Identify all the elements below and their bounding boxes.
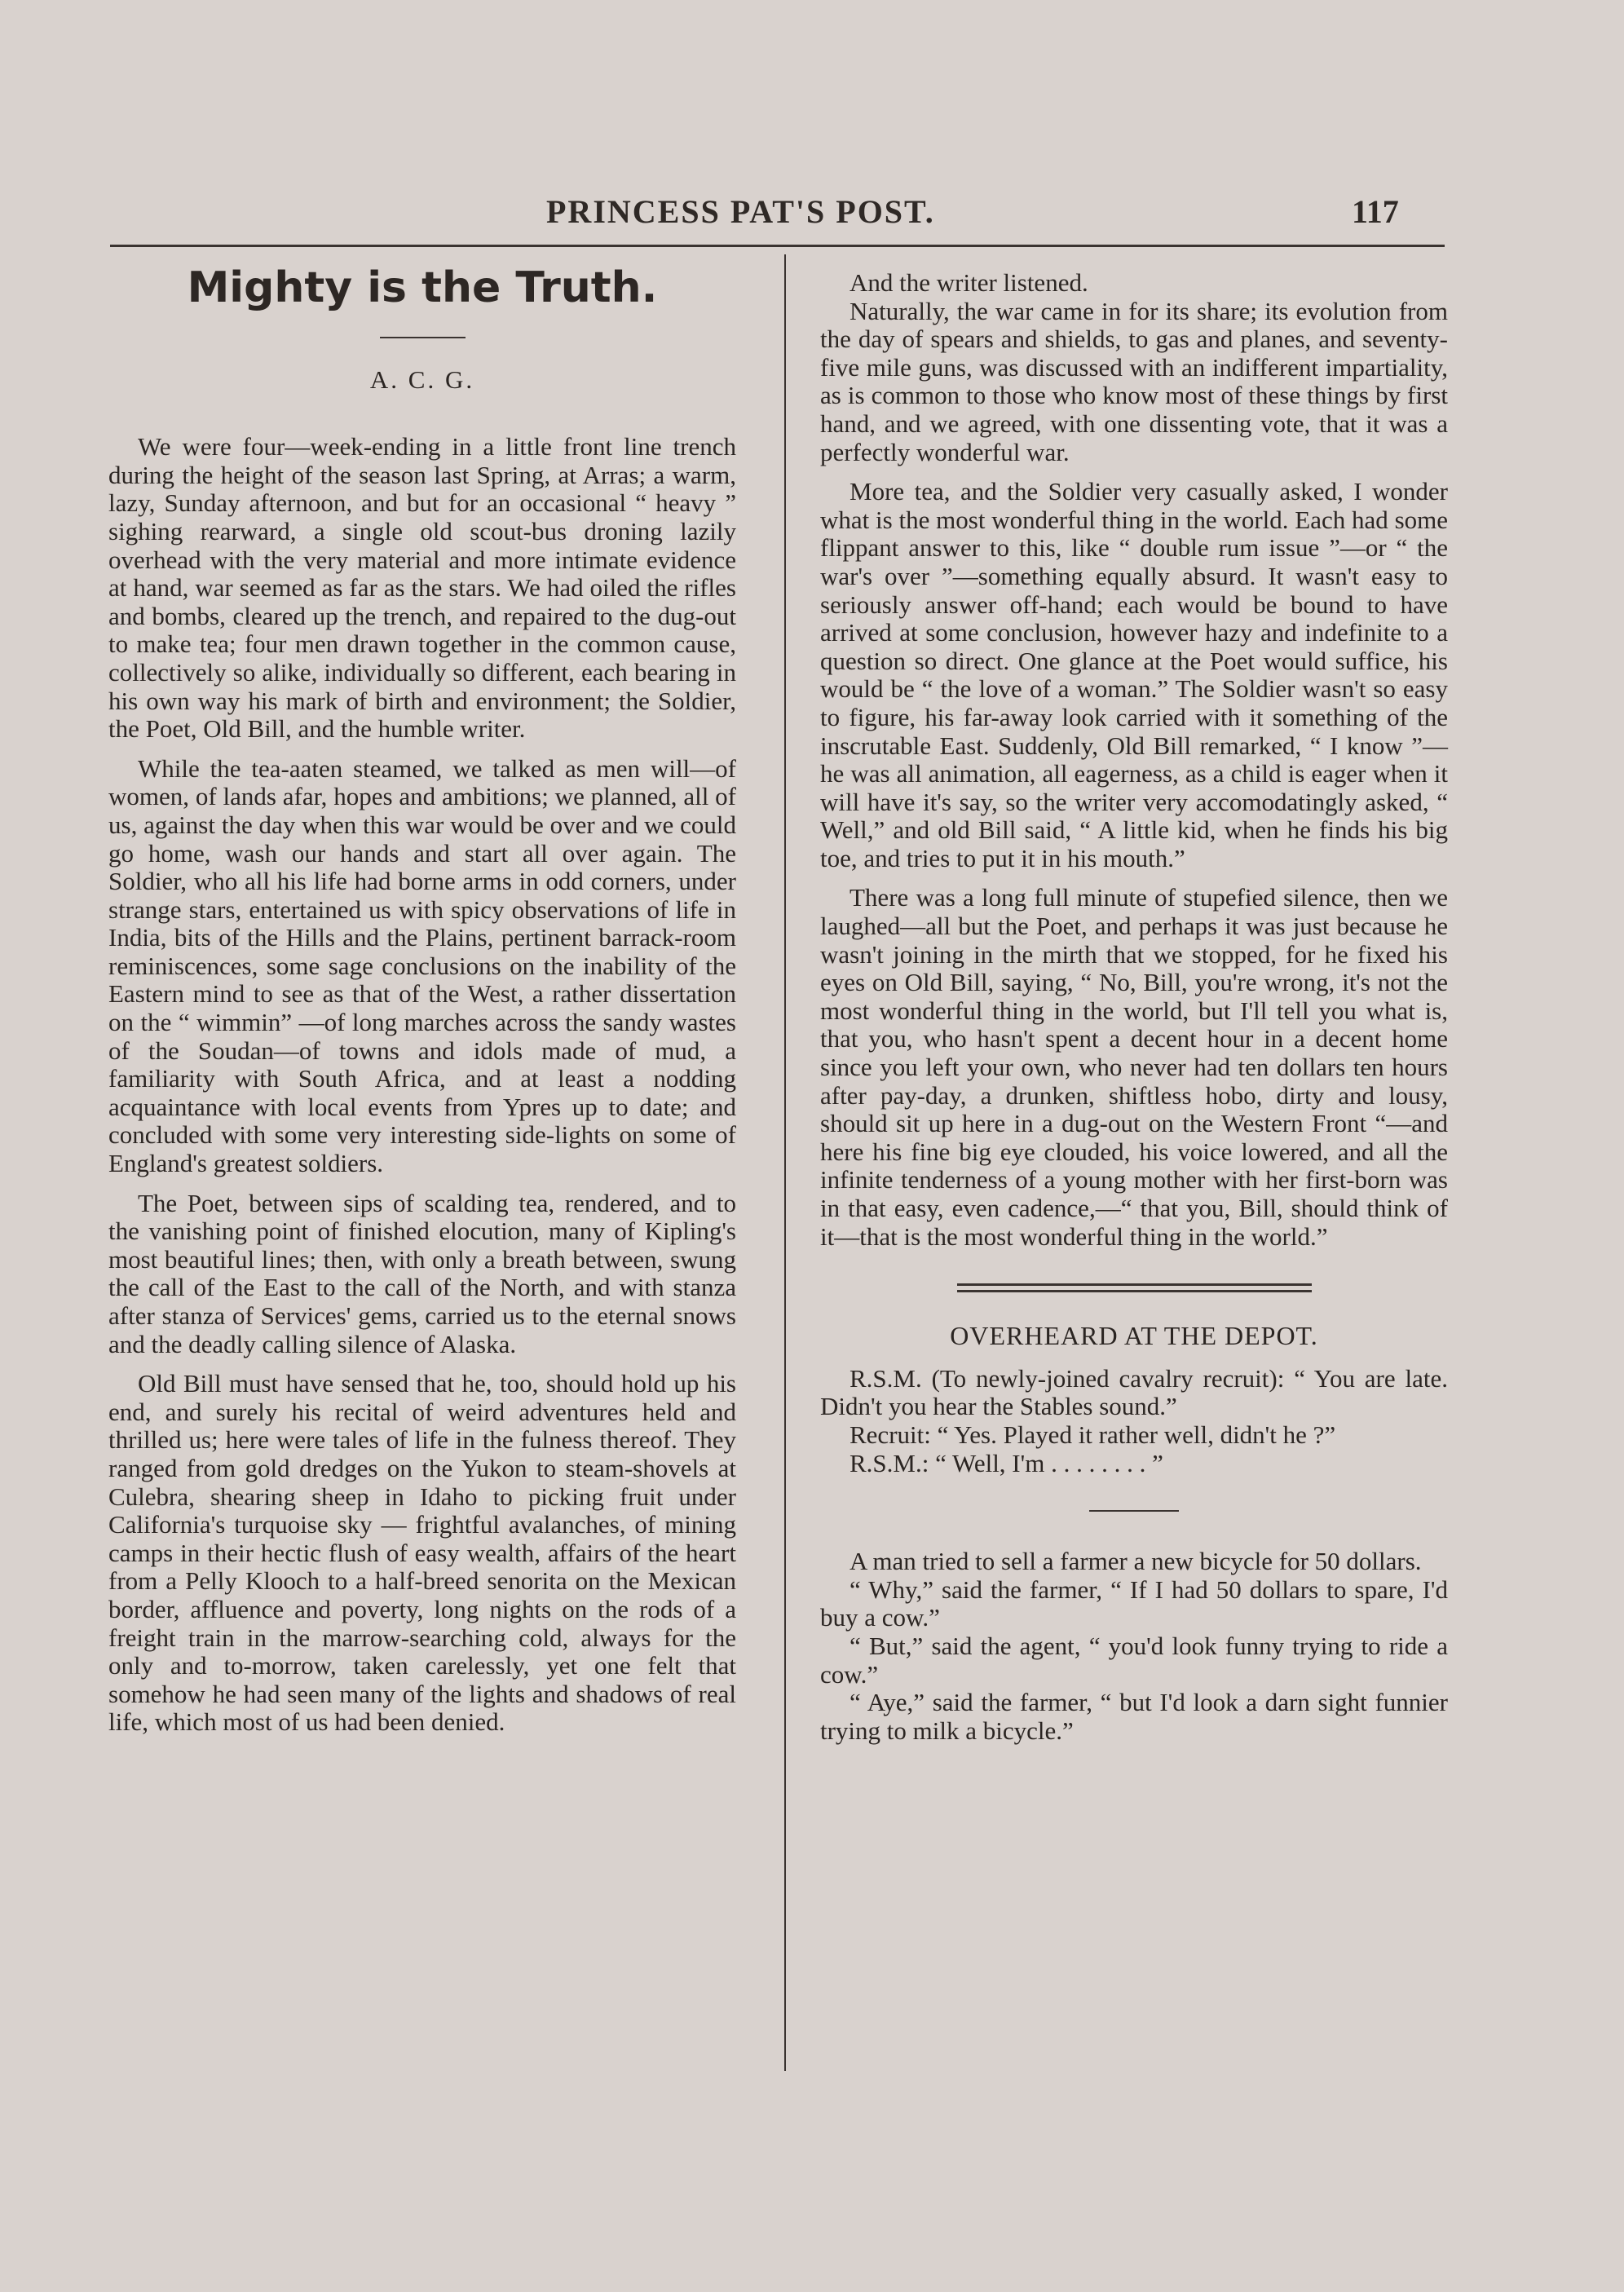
overheard-heading: OVERHEARD AT THE DEPOT. xyxy=(950,1321,1318,1351)
article-paragraph: Old Bill must have sensed that he, too, should hold up his end, and surely his recital of weird adventures held and thrilled us; here were tales of life in the fulness thereof. They ranged from gold dredges on the Yukon to steam-shovels at Culebra, shearing sheep in Idaho to picking fruit under California's turquoise sky — frightful avalanches, of mining camps in their hectic flush of easy wealth, affairs of the heart from a Pelly Klooch to a half-breed senorita on the Mexican border, affluence and poverty, long nights on the rods of a freight train in the marrow-searching cold, always for the only and to-morrow, taken carelessly, yet one felt that somehow he had seen many of the lights and shadows of real life, which most of us had been denied. xyxy=(108,1369,736,1737)
article-paragraph: More tea, and the Soldier very casually asked, I wonder what is the most wonderful thing in the world. Each had some flippant answer to this, like “ double rum issue ”—or “ the war's over ”—something equally absurd. It wasn't easy to seriously answer off-hand; each would be bound to have arrived at some conclusion, however hazy and indefinite to a question so direct. One glance at the Poet would suffice, his would be “ the love of a woman.” The Soldier wasn't so easy to figure, his far-away look carried with it something of the inscrutable East. Suddenly, Old Bill remarked, “ I know ”—he was all animation, all eagerness, as a child is eager when it will have it's say, so the writer very accomodatingly asked, “ Well,” and old Bill said, “ A little kid, when he finds his big toe, and tries to put it in his mouth.” xyxy=(820,477,1448,872)
joke-divider xyxy=(1089,1510,1179,1512)
article-title: Mighty is the Truth. xyxy=(187,263,658,312)
joke-line: “ But,” said the agent, “ you'd look funny trying to ride a cow.” xyxy=(820,1631,1448,1689)
column-divider xyxy=(784,254,786,2071)
article-paragraph: We were four—week-ending in a little front line trench during the height of the season last Spring, at Arras; a warm, lazy, Sunday afternoon, and but for an occasional “ heavy ” sighing rearward, a single old scout-bus droning lazily overhead with the very material and more intimate evidence at hand, war seemed as far as the stars. We had oiled the rifles and bombs, cleared up the trench, and repaired to the dug-out to make tea; four men drawn together in the common cause, collectively so alike, individually so different, each bearing in his own way his mark of birth and environment; the Soldier, the Poet, Old Bill, and the humble writer. xyxy=(108,432,736,744)
header-rule xyxy=(110,245,1445,247)
joke-line: “ Why,” said the farmer, “ If I had 50 dollars to spare, I'd buy a cow.” xyxy=(820,1574,1448,1632)
article-byline: A. C. G. xyxy=(369,364,475,394)
article-paragraph: The Poet, between sips of scalding tea, rendered, and to the vanishing point of finished elocution, many of Kipling's most beautiful lines; then, with only a breath between, swung the call of the East to the call of the North, and with stanza after stanza of Services' gems, carried us to the eternal snows and the deadly calling silence of Alaska. xyxy=(108,1188,736,1358)
article-paragraph: There was a long full minute of stupefied silence, then we laughed—all but the Poet, and perhaps it was just because he wasn't joining in the mirth that we stopped, for he fixed his eyes on Old Bill, saying, “ No, Bill, you're wrong, it's not the most wonderful thing in the world, but I'll tell you what is, that you, who hasn't spent a decent hour in a decent home since you left your own, who never had ten dollars ten hours after pay-day, a drunken, shiftless hobo, dirty and lousy, should sit up here in a dug-out on the Western Front “—and here his fine big eye clouded, his voice lowered, and all the infinite tenderness of a young mother with her first-born was in that easy, even cadence,—“ that you, Bill, should think of it—that is the most wonderful thing in the world.” xyxy=(820,883,1448,1251)
article-paragraph: And the writer listened. xyxy=(850,268,1088,297)
overheard-line: R.S.M. (To newly-joined cavalry recruit): “ You are late. Didn't you hear the Stables sound.” xyxy=(820,1363,1448,1421)
running-header-title: PRINCESS PAT'S POST. xyxy=(546,193,935,230)
article-paragraph: Naturally, the war came in for its share; its evolution from the day of spears and shields, to gas and planes, and seventy-five mile guns, was discussed with an indifferent impartiality, as is common to those who know most of these things by first hand, and we agreed, with one dissenting vote, that it was a perfectly wonderful war. xyxy=(820,296,1448,466)
page-number: 117 xyxy=(1352,193,1399,230)
joke-line: A man tried to sell a farmer a new bicycle for 50 dollars. xyxy=(850,1547,1422,1576)
title-rule xyxy=(380,337,466,338)
overheard-line: Recruit: “ Yes. Played it rather well, didn't he ?” xyxy=(850,1420,1336,1449)
left-column xyxy=(108,263,736,1748)
overheard-line: R.S.M.: “ Well, I'm . . . . . . . . ” xyxy=(850,1448,1163,1477)
section-divider xyxy=(957,1283,1312,1292)
joke-line: “ Aye,” said the farmer, “ but I'd look a darn sight funnier trying to milk a bicycle.” xyxy=(820,1688,1448,1745)
right-column xyxy=(820,269,1448,1745)
article-paragraph: While the tea-aaten steamed, we talked as men will—of women, of lands afar, hopes and ambitions; we planned, all of us, against the day when this war would be over and we could go home, wash our hands and start all over again. The Soldier, who all his life had borne arms in odd corners, under strange stars, entertained us with spicy observations of life in India, bits of the Hills and the Plains, pertinent barrack-room reminiscences, some sage conclusions on the inability of the Eastern mind to see as that of the West, a rather dissertation on the “ wimmin” —of long marches across the sandy wastes of the Soudan—of towns and idols made of mud, a familiarity with South Africa, and at least a nodding acquaintance with local events from Ypres up to date; and concluded with some very interesting side-lights on some of England's greatest soldiers. xyxy=(108,753,736,1178)
